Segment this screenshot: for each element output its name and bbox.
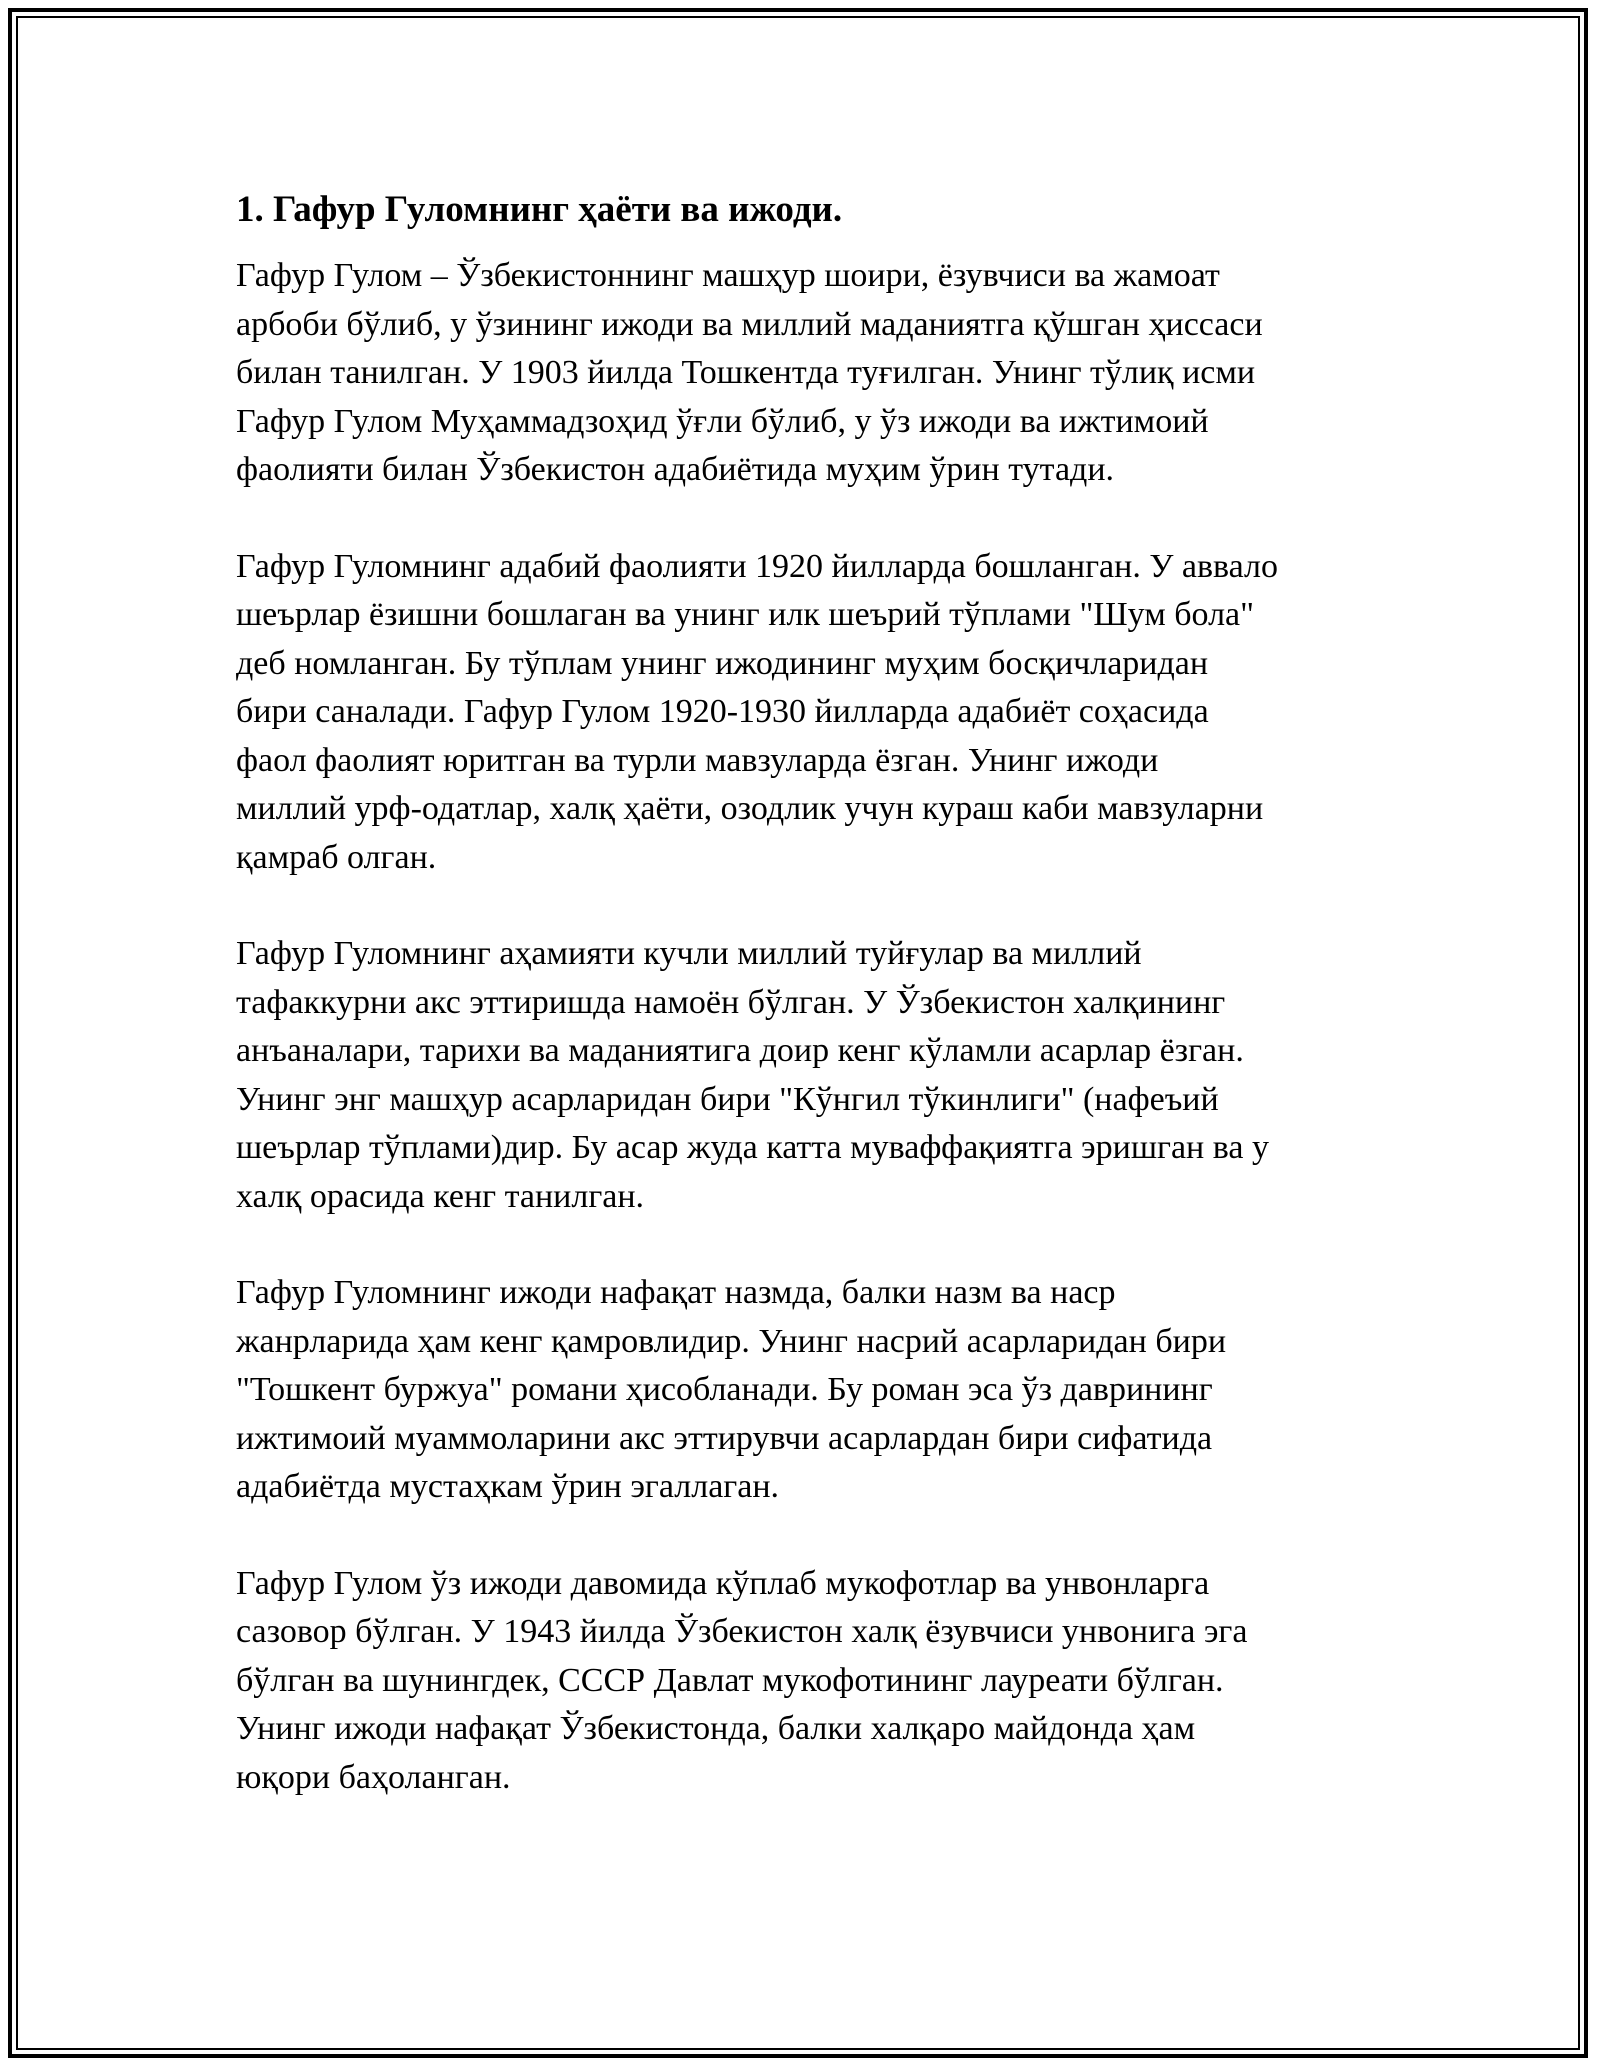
- paragraph-3: [236, 930, 1396, 1221]
- paragraph-line: билан танилган. У 1903 йилда Тошкентда туғилган. Унинг тўлиқ исми: [236, 354, 1256, 391]
- paragraph-line: анъаналари, тарихи ва маданиятига доир кенг кўламли асарлар ёзган.: [236, 1032, 1244, 1069]
- paragraph-line: Унинг энг машҳур асарларидан бири "Кўнгил тўкинлиги" (нафеъий: [236, 1080, 1219, 1118]
- paragraph-line: деб номланган. Бу тўплам унинг ижодининг муҳим босқичларидан: [236, 644, 1209, 682]
- document-content: [236, 186, 1396, 1850]
- paragraph-line: ижтимоий муаммоларини акс эттирувчи асарлардан бири сифатида: [236, 1419, 1213, 1457]
- paragraph-line: арбоби бўлиб, у ўзининг ижоди ва миллий маданиятга қўшган ҳиссаси: [236, 305, 1263, 343]
- paragraph-line: халқ орасида кенг танилган.: [236, 1177, 645, 1215]
- paragraph-line: юқори баҳоланган.: [236, 1758, 511, 1796]
- paragraph-line: фаолияти билан Ўзбекистон адабиётида муҳим ўрин тутади.: [236, 451, 1115, 488]
- paragraph-1: [236, 252, 1396, 495]
- paragraph-2: [236, 543, 1396, 883]
- paragraph-line: бўлган ва шунингдек, СССР Давлат мукофотининг лауреати бўлган.: [236, 1661, 1224, 1699]
- paragraph-line: шеърлар тўплами)дир. Бу асар жуда катта муваффақиятга эришган ва у: [236, 1129, 1269, 1166]
- paragraph-5: [236, 1560, 1396, 1803]
- paragraph-line: шеърлар ёзишни бошлаган ва унинг илк шеърий тўплами "Шум бола": [236, 596, 1255, 633]
- paragraph-line: Гафур Гулом ўз ижоди давомида кўплаб мукофотлар ва унвонларга: [236, 1564, 1210, 1602]
- paragraph-line: сазовор бўлган. У 1943 йилда Ўзбекистон халқ ёзувчиси унвонига эга: [236, 1613, 1248, 1650]
- paragraph-4: [236, 1269, 1396, 1512]
- paragraph-line: Унинг ижоди нафақат Ўзбекистонда, балки халқаро майдонда ҳам: [236, 1710, 1196, 1747]
- paragraph-line: Гафур Гуломнинг ижоди нафақат назмда, балки назм ва наср: [236, 1274, 1116, 1311]
- paragraph-line: адабиётда мустаҳкам ўрин эгаллаган.: [236, 1468, 780, 1505]
- paragraph-line: бири саналади. Гафур Гулом 1920-1930 йилларда адабиёт соҳасида: [236, 693, 1209, 730]
- paragraph-line: қамраб олган.: [236, 838, 437, 876]
- paragraph-line: фаол фаолият юритган ва турли мавзуларда ёзган. Унинг ижоди: [236, 741, 1159, 779]
- paragraph-line: жанрларида ҳам кенг қамровлидир. Унинг насрий асарларидан бири: [236, 1322, 1227, 1360]
- paragraph-line: Гафур Гуломнинг аҳамияти кучли миллий туйғулар ва миллий: [236, 935, 1142, 972]
- paragraph-line: тафаккурни акс эттиришда намоён бўлган. У Ўзбекистон халқининг: [236, 983, 1226, 1021]
- paragraph-line: Гафур Гуломнинг адабий фаолияти 1920 йилларда бошланган. У аввало: [236, 547, 1279, 585]
- paragraph-line: миллий урф-одатлар, халқ ҳаёти, озодлик учун кураш каби мавзуларни: [236, 790, 1264, 827]
- paragraph-line: Гафур Гулом – Ўзбекистоннинг машҳур шоири, ёзувчиси ва жамоат: [236, 257, 1220, 294]
- paragraph-line: "Тошкент буржуа" романи ҳисобланади. Бу роман эса ўз даврининг: [236, 1371, 1213, 1408]
- section-heading: 1. Гафур Гуломнинг ҳаёти ва ижоди.: [236, 189, 843, 230]
- paragraph-line: Гафур Гулом Муҳаммадзоҳид ўғли бўлиб, у ўз ижоди ва ижтимоий: [236, 402, 1209, 440]
